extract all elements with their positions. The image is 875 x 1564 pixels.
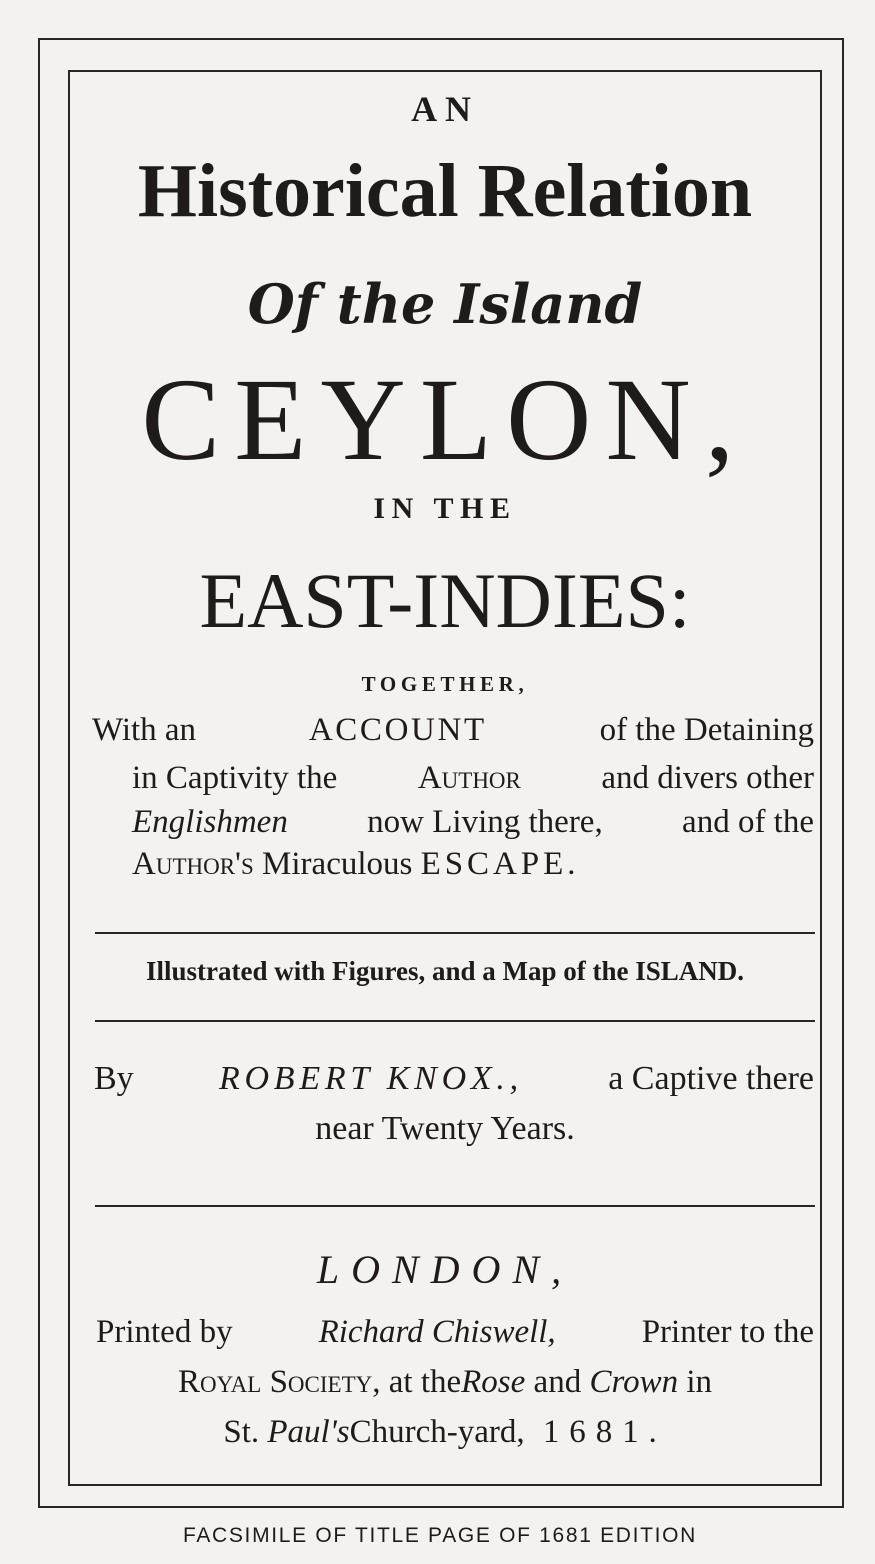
illustrated-line: Illustrated with Figures, and a Map of the ISLAND. [145,956,745,986]
author-line-2: near Twenty Years. [315,1110,575,1147]
account-line-1-a: With an [92,712,197,748]
account-line-2 [132,760,814,797]
account-line-2-c: and divers other [601,760,814,796]
imprint-line-1 [96,1314,814,1351]
account-line-3-b: now Living there, [367,804,603,840]
rule-3 [95,1205,815,1207]
account-line-4-a: Author's [132,846,254,882]
account-line-3-c: and of the [682,804,814,840]
facsimile-caption: FACSIMILE OF TITLE PAGE OF 1681 EDITION [182,1524,698,1547]
imprint-line-2-a: Royal Society, [177,1364,381,1400]
imprint-line-2-b: at the [388,1364,462,1400]
imprint-line-3-a: St. [223,1414,260,1450]
imprint-line-3-d: 1681. [542,1414,667,1450]
imprint-line-2 [75,1364,815,1401]
imprint-line-1-b: Richard Chiswell, [318,1314,556,1350]
imprint-line-2-f: in [686,1364,713,1400]
title-historical-relation: Historical Relation [137,149,753,233]
account-line-3 [132,804,814,841]
imprint-line-2-e: Crown [589,1364,679,1400]
account-line-1 [92,712,814,749]
account-line-2-a: in Captivity the [132,760,338,796]
title-ceylon: CEYLON, [141,354,749,485]
account-line-3-a: Englishmen [132,804,288,840]
account-line-4 [132,846,814,883]
author-line-1 [94,1060,814,1098]
account-line-2-b: Author [417,760,521,796]
imprint-line-3-c: Church-yard, [349,1414,525,1450]
rule-2 [95,1020,815,1022]
title-east-indies: EAST-INDIES: [199,557,691,644]
rule-1 [95,932,815,934]
author-by: By [94,1060,134,1097]
title-in-the: IN THE [373,492,517,525]
imprint-city: LONDON, [316,1247,574,1292]
author-name: ROBERT KNOX., [218,1060,523,1097]
account-line-4-b: Miraculous [262,846,413,882]
account-line-1-b: ACCOUNT [308,712,487,748]
title-an: AN [411,89,479,129]
title-of-the-island: Of the Island [247,272,643,336]
imprint-line-3-b: Paul's [267,1414,350,1450]
imprint-line-1-a: Printed by [96,1314,233,1350]
imprint-line-3 [75,1414,815,1451]
imprint-line-2-d: and [533,1364,582,1400]
account-line-1-c: of the Detaining [599,712,814,748]
account-line-4-c: ESCAPE. [420,846,580,882]
imprint-line-1-c: Printer to the [641,1314,814,1350]
imprint-line-2-c: Rose [461,1364,526,1400]
title-together: TOGETHER, [361,672,529,696]
author-rest: a Captive there [608,1060,814,1097]
